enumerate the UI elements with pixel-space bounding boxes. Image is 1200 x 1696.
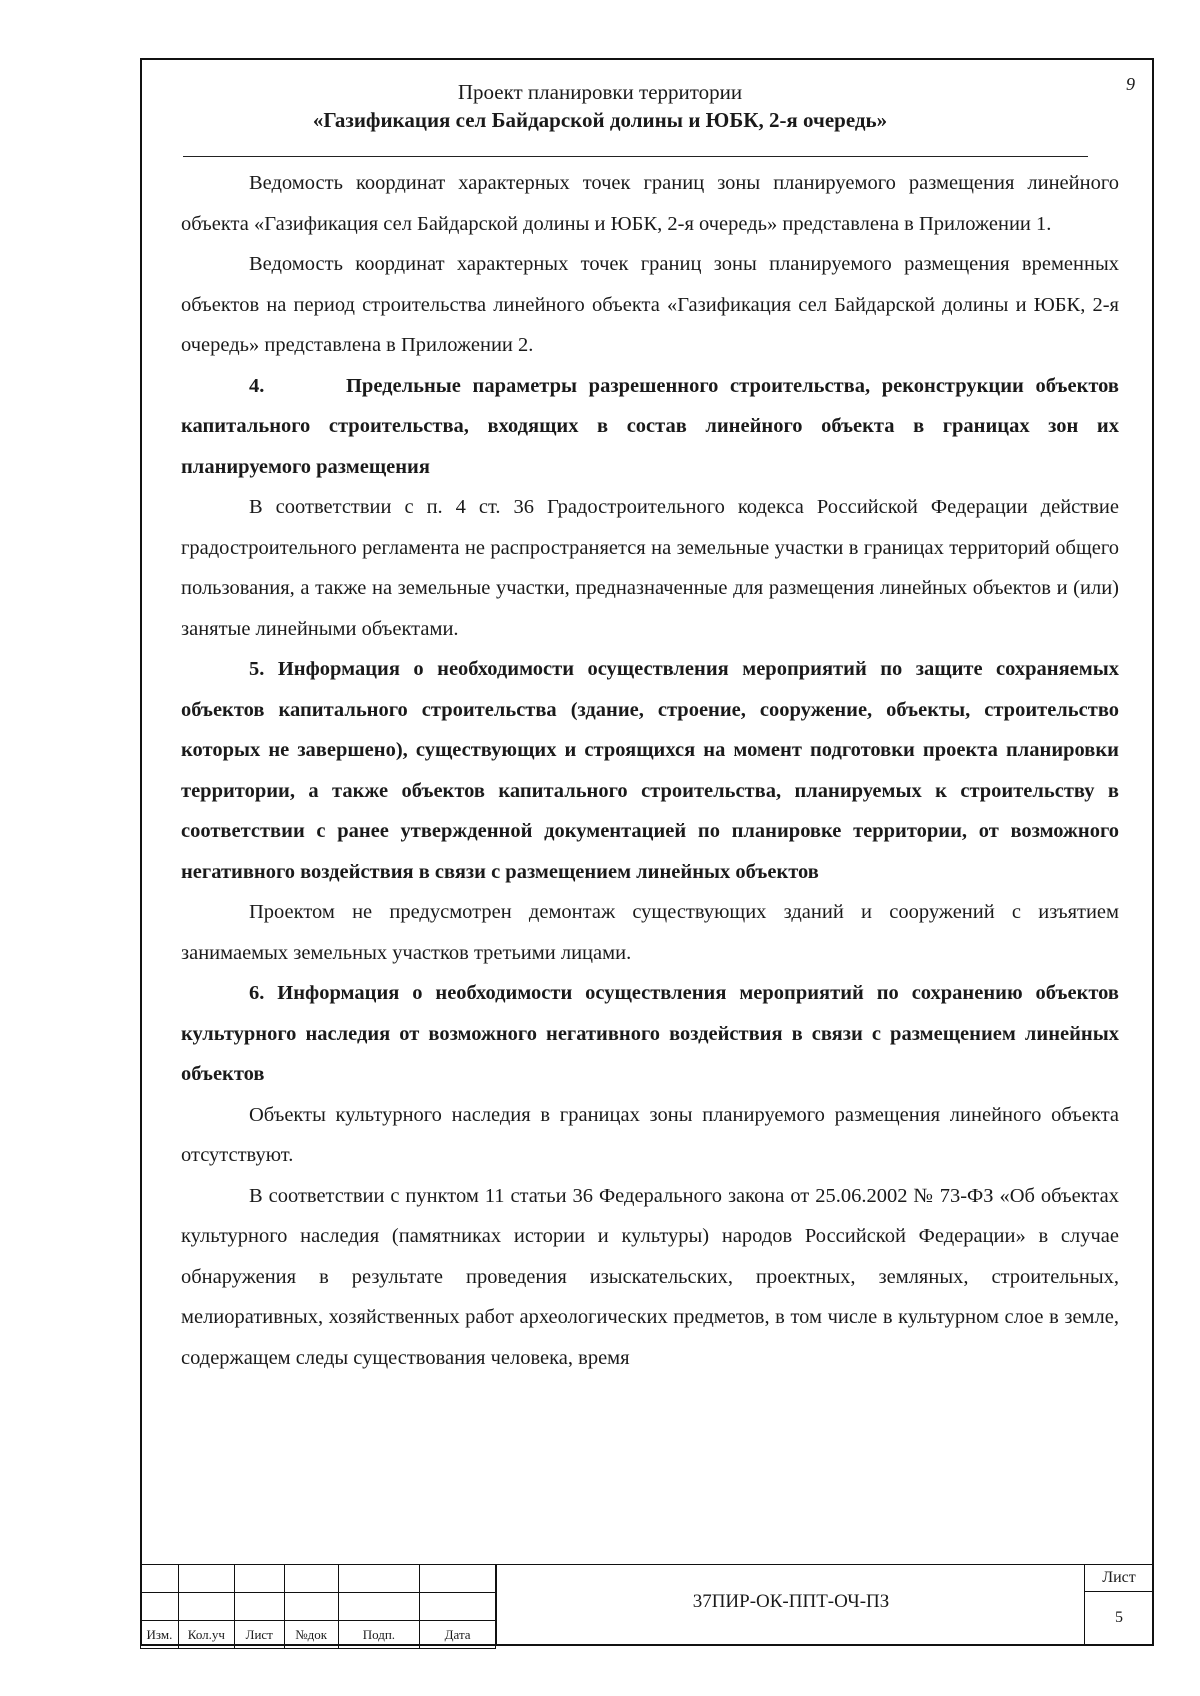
label-kol-uch: Кол.уч [178,1621,234,1649]
label-izm: Изм. [141,1621,179,1649]
header-divider [183,156,1088,157]
section-heading-6: 6. Информация о необходимости осуществления мероприятий по сохранению объектов культурного наследия от возможного негативного воздействия в связи с размещением линейных объектов [181,982,1119,1085]
header-project-name: «Газификация сел Байдарской долины и ЮБК, 2-я очередь» [312,108,888,132]
title-block-labels-row [141,1621,496,1649]
header-title: Проект планировки территории [457,80,743,104]
paragraph-appendix-1: Ведомость координат характерных точек границ зоны планируемого размещения линейного объекта «Газификация сел Байдарской долины и ЮБК, 2-я очередь» представлена в Приложении 1. [181,172,1119,235]
section-heading-5: 5. Информация о необходимости осуществления мероприятий по защите сохраняемых объектов капитального строительства (здание, строение, сооружение, объекты, строительство которых не завершено), существующих и строящихся на момент подготовки проекта планировки территории, а также объектов капитального строительства, планируемых к строительству в соответствии с ранее утвержденной документацией по планировке территории, от возможного негативного воздействия в связи с размещением линейных объектов [181,658,1119,883]
sheet-number: 5 [1115,1609,1123,1626]
paragraph-section-4: В соответствии с п. 4 ст. 36 Градостроительного кодекса Российской Федерации действие градостроительного регламента не распространяется на земельные участки в границах территорий общего пользования, а также на земельные участки, предназначенные для размещения линейных объектов и (или) занятые линейными объектами. [181,496,1119,640]
label-podp: Подп. [338,1621,420,1649]
page-number: 9 [1126,74,1135,94]
paragraph-section-6-a: Объекты культурного наследия в границах зоны планируемого размещения линейного объекта отсутствуют. [181,1103,1119,1166]
title-block-sheet-cell [1084,1564,1154,1646]
label-ndok: №док [284,1621,338,1649]
label-list: Лист [234,1621,284,1649]
title-block-code-cell [496,1564,1084,1646]
paragraph-appendix-2: Ведомость координат характерных точек границ зоны планируемого размещения временных объектов на период строительства линейного объекта «Газификация сел Байдарской долины и ЮБК, 2-я очередь» представлена в Приложении 2. [181,253,1119,356]
label-data: Дата [420,1621,496,1649]
sheet-label: Лист [1085,1565,1153,1592]
document-code: 37ПИР-ОК-ППТ-ОЧ-ПЗ [692,1591,890,1612]
title-block-grid [140,1564,496,1649]
section-heading-4: 4. Предельные параметры разрешенного строительства, реконструкции объектов капитального строительства, входящих в состав линейного объекта в границах зон их планируемого размещения [181,374,1119,478]
paragraph-section-6-b: В соответствии с пунктом 11 статьи 36 Федерального закона от 25.06.2002 № 73-ФЗ «Об объектах культурного наследия (памятниках истории и культуры) народов Российской Федерации» в случае обнаружения в результате проведения изыскательских, проектных, земляных, строительных, мелиоративных, хозяйственных работ археологических предметов, в том числе в культурном слое в земле, содержащем следы существования человека, время [181,1184,1119,1369]
paragraph-section-5: Проектом не предусмотрен демонтаж существующих зданий и сооружений с изъятием занимаемых земельных участков третьими лицами. [181,901,1119,964]
document-body [181,163,1119,1378]
